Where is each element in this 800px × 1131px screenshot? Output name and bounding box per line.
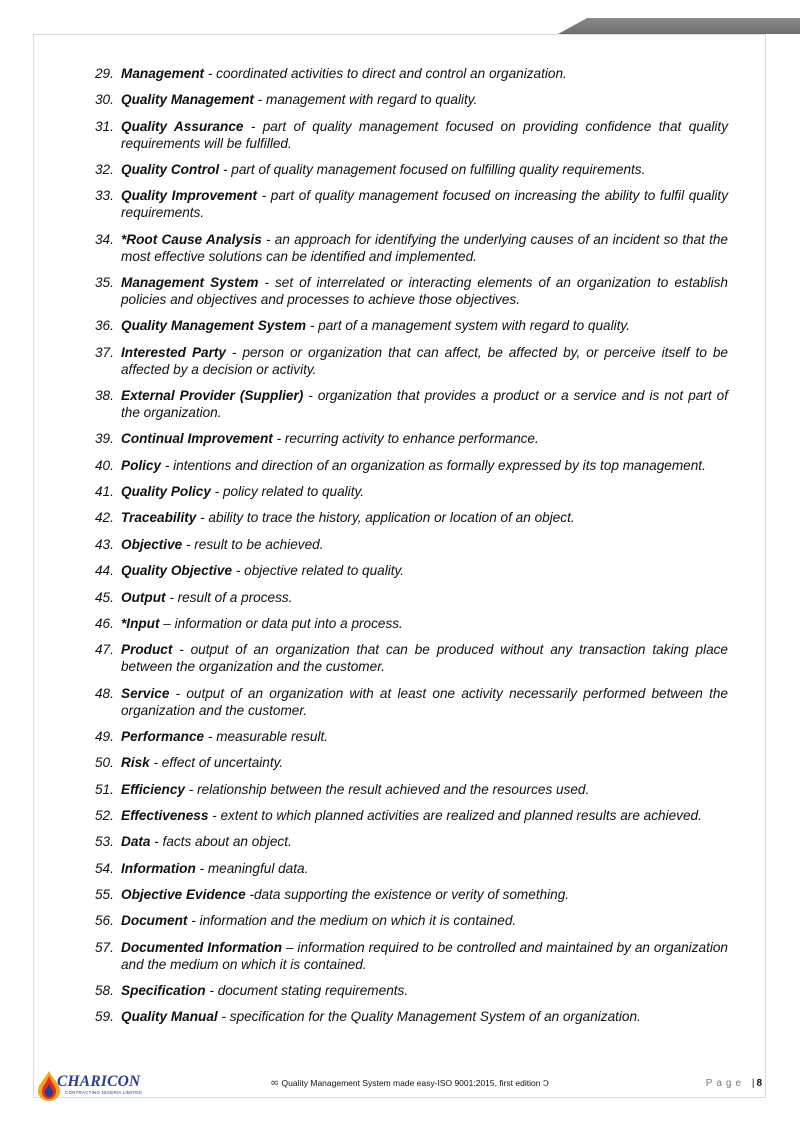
item-number: 48. (95, 685, 114, 701)
definition-item (95, 833, 728, 850)
term-name: Quality Control (121, 162, 220, 178)
term-name: External Provider (Supplier) (121, 388, 304, 404)
term-definition: - extent to which planned activities are realized and planned results are achieved. (208, 807, 702, 823)
term-definition: - part of a management system with regard to quality. (306, 318, 630, 334)
item-number: 33. (95, 188, 114, 204)
definition-item (95, 728, 728, 745)
term-definition: - ability to trace the history, application or location of an object. (196, 510, 575, 526)
term-name: Specification (121, 982, 206, 998)
definition-item (95, 1008, 728, 1025)
item-number: 41. (95, 484, 114, 500)
definition-item (95, 807, 728, 824)
term-definition: - part of quality management focused on increasing the ability to fulfil quality requirements. (121, 188, 728, 221)
term-definition: - management with regard to quality. (253, 92, 478, 108)
item-number: 50. (95, 755, 114, 771)
item-number: 36. (95, 318, 114, 334)
item-number: 30. (95, 92, 114, 108)
definition-item (95, 483, 728, 500)
term-name: Service (121, 685, 170, 701)
term-definition: - measurable result. (204, 728, 329, 744)
footer-title-text: Quality Management System made easy-ISO 9001:2015, first edition (281, 1078, 541, 1088)
term-name: Policy (121, 457, 162, 473)
definition-item (95, 781, 728, 798)
term-definition: - part of quality management focused on providing confidence that quality requirements will be fulfilled. (121, 118, 728, 151)
term-definition: - facts about an object. (150, 834, 292, 850)
term-definition: - specification for the Quality Management System of an organization. (217, 1009, 641, 1025)
term-name: Performance (121, 728, 205, 744)
definition-item (95, 860, 728, 877)
item-number: 35. (95, 275, 114, 291)
definition-item (95, 387, 728, 421)
definitions-list (95, 65, 728, 1035)
term-name: Quality Manual (121, 1009, 218, 1025)
term-definition: - objective related to quality. (232, 563, 405, 579)
term-definition: - output of an organization with at least one activity necessarily performed between the organization and the customer. (121, 685, 728, 718)
term-name: Quality Management System (121, 318, 307, 334)
definition-item (95, 536, 728, 553)
term-name: Traceability (121, 510, 197, 526)
term-name: *Input (121, 615, 160, 631)
item-number: 45. (95, 589, 114, 605)
item-number: 31. (95, 118, 114, 134)
term-definition: - document stating requirements. (205, 982, 409, 998)
term-definition: - effect of uncertainty. (149, 755, 284, 771)
footer-title (270, 1076, 580, 1089)
term-definition: – information required to be controlled and maintained by an organization and the medium on which it is contained. (121, 939, 728, 972)
definition-item (95, 685, 728, 719)
page-indicator (706, 1078, 762, 1089)
definition-item (95, 562, 728, 579)
definition-item (95, 344, 728, 378)
page-number: 8 (756, 1078, 762, 1089)
item-number: 34. (95, 231, 114, 247)
definition-item (95, 91, 728, 108)
term-name: Quality Improvement (121, 188, 258, 204)
term-name: Information (121, 860, 196, 876)
term-definition: - meaningful data. (195, 860, 309, 876)
term-definition: – information or data put into a process. (159, 615, 403, 631)
definition-item (95, 754, 728, 771)
definition-item (95, 430, 728, 447)
definition-item (95, 231, 728, 265)
company-logo (35, 1070, 153, 1102)
definition-item (95, 65, 728, 82)
item-number: 42. (95, 510, 114, 526)
item-number: 29. (95, 66, 114, 81)
item-number: 53. (95, 834, 114, 850)
item-number: 46. (95, 615, 114, 631)
item-number: 59. (95, 1009, 114, 1025)
term-name: Effectiveness (121, 807, 209, 823)
definition-item (95, 939, 728, 973)
term-name: Output (121, 589, 166, 605)
term-name: Quality Assurance (121, 118, 244, 134)
definition-item (95, 982, 728, 999)
term-name: Management (121, 66, 205, 81)
definition-item (95, 615, 728, 632)
item-number: 43. (95, 536, 114, 552)
term-name: Document (121, 913, 188, 929)
ornament-left-icon: ∞ (270, 1076, 280, 1089)
term-definition: - relationship between the result achieved and the resources used. (184, 781, 590, 797)
definition-item (95, 187, 728, 221)
logo-wordmark: CHARICON (57, 1073, 141, 1090)
term-name: Quality Management (121, 92, 254, 108)
item-number: 52. (95, 807, 114, 823)
term-definition: - set of interrelated or interacting elements of an organization to establish policies and objectives and processes to achieve those objectives. (121, 275, 728, 308)
definition-item (95, 886, 728, 903)
term-definition: - person or organization that can affect, be affected by, or perceive itself to be affected by a decision or activity. (121, 344, 728, 377)
definition-item (95, 641, 728, 675)
item-number: 37. (95, 344, 114, 360)
term-definition: - information and the medium on which it is contained. (187, 913, 517, 929)
definition-item (95, 317, 728, 334)
definition-item (95, 589, 728, 606)
term-name: *Root Cause Analysis (121, 231, 262, 247)
item-number: 47. (95, 642, 114, 658)
term-name: Product (121, 642, 173, 658)
term-definition: - recurring activity to enhance performance. (272, 431, 539, 447)
term-definition: - policy related to quality. (210, 484, 365, 500)
term-definition: - result to be achieved. (182, 536, 324, 552)
item-number: 54. (95, 860, 114, 876)
item-number: 38. (95, 388, 114, 404)
item-number: 57. (95, 939, 114, 955)
item-number: 55. (95, 886, 114, 902)
term-name: Objective (121, 536, 183, 552)
item-number: 58. (95, 982, 114, 998)
term-definition: - result of a process. (165, 589, 293, 605)
item-number: 51. (95, 781, 114, 797)
term-definition: - organization that provides a product or a service and is not part of the organization. (121, 388, 728, 421)
term-definition: - coordinated activities to direct and control an organization. (204, 66, 567, 81)
term-name: Quality Objective (121, 563, 233, 579)
definition-item (95, 509, 728, 526)
term-name: Objective Evidence (121, 886, 246, 902)
definition-item (95, 161, 728, 178)
term-name: Continual Improvement (121, 431, 273, 447)
item-number: 39. (95, 431, 114, 447)
logo-subtext: CONTRACTING NIGERIA LIMITED (65, 1090, 142, 1095)
page-label: Page (705, 1078, 746, 1089)
ornament-right-icon: ↄ (542, 1076, 550, 1089)
term-definition: - an approach for identifying the underlying causes of an incident so that the most effective solutions can be identified and implemented. (121, 231, 728, 264)
term-name: Efficiency (121, 781, 185, 797)
definition-item (95, 274, 728, 308)
item-number: 56. (95, 913, 114, 929)
page-separator: | (751, 1078, 755, 1089)
item-number: 49. (95, 728, 114, 744)
term-definition: - part of quality management focused on fulfilling quality requirements. (219, 162, 646, 178)
corner-banner (558, 18, 800, 34)
item-number: 40. (95, 457, 114, 473)
term-definition: - output of an organization that can be produced without any transaction taking place between the organization and the customer. (121, 642, 728, 675)
term-definition: - intentions and direction of an organization as formally expressed by its top management. (161, 457, 706, 473)
term-name: Data (121, 834, 151, 850)
term-definition: -data supporting the existence or verity of something. (245, 886, 570, 902)
term-name: Risk (121, 755, 150, 771)
term-name: Documented Information (121, 939, 283, 955)
term-name: Management System (121, 275, 259, 291)
definition-item (95, 457, 728, 474)
definition-item (95, 118, 728, 152)
term-name: Quality Policy (121, 484, 211, 500)
item-number: 32. (95, 162, 114, 178)
item-number: 44. (95, 563, 114, 579)
term-name: Interested Party (121, 344, 226, 360)
definition-item (95, 912, 728, 929)
